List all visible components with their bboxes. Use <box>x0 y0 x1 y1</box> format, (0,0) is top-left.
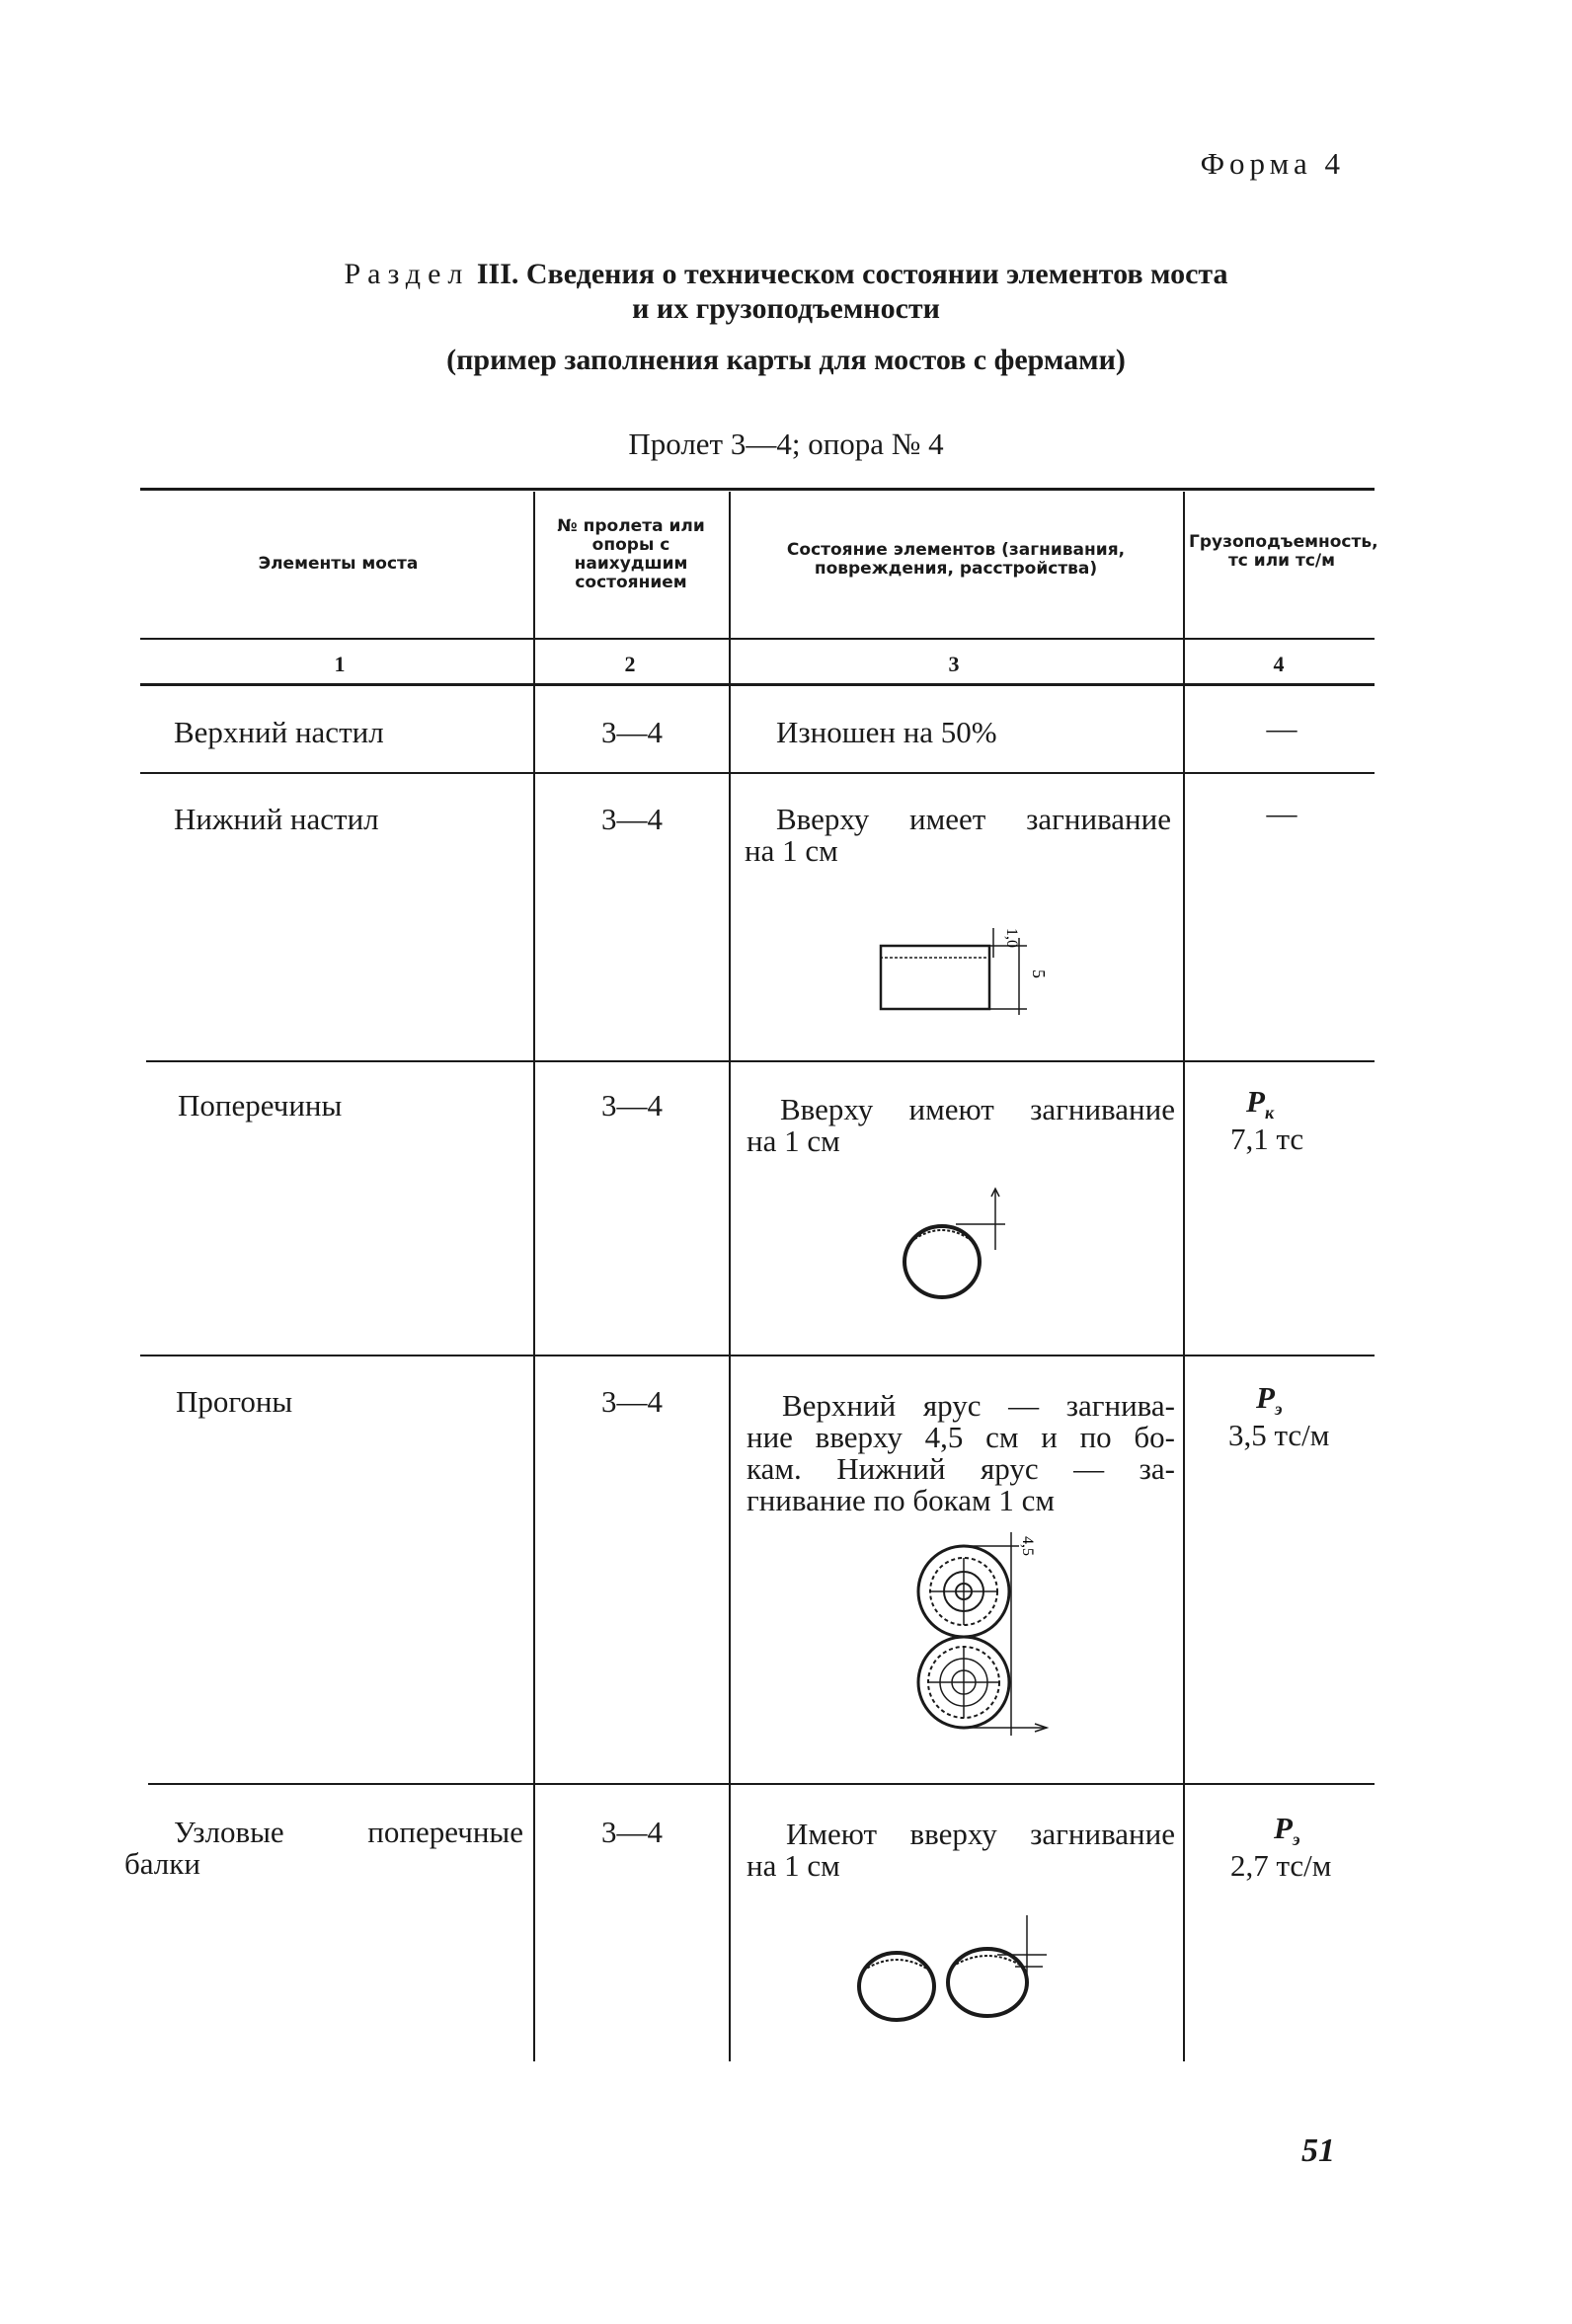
column-divider-2 <box>729 492 731 2061</box>
section-title-line1: III. Сведения о техническом состоянии элементов моста <box>476 258 1228 290</box>
row1-span: 3—4 <box>601 715 663 749</box>
row3-capacity-subscript: к <box>1264 1103 1275 1123</box>
form-label: Форма 4 <box>1200 146 1345 181</box>
header-capacity: Грузоподъемность, тс или тс/м <box>1189 532 1378 571</box>
row2-condition-line1: Вверху имеет загнивание <box>776 802 1171 836</box>
girders-sketch <box>908 1532 1057 1749</box>
section-title <box>0 259 1572 290</box>
row5-capacity-subscript: э <box>1292 1829 1300 1850</box>
row4-capacity-value: 3,5 тс/м <box>1228 1418 1330 1452</box>
row4-condition-line3: кам. Нижний ярус — за- <box>747 1451 1175 1486</box>
row5-capacity-value: 2,7 тс/м <box>1230 1848 1332 1883</box>
header-condition: Состояние элементов (загнивания, повреждения, расстройства) <box>786 540 1126 579</box>
row4-condition-line1: Верхний ярус — загнива- <box>782 1388 1175 1423</box>
row1-capacity: — <box>1266 711 1297 745</box>
row3-capacity-letter: P <box>1246 1084 1265 1119</box>
header-elements: Элементы моста <box>258 554 419 574</box>
header-bottom-rule <box>140 638 1375 640</box>
span-info: Пролет 3—4; опора № 4 <box>628 426 944 461</box>
row3-capacity-value: 7,1 тс <box>1230 1122 1304 1156</box>
subtitle: (пример заполнения карты для мостов с фермами) <box>446 344 1126 376</box>
row-divider-4 <box>148 1783 1375 1785</box>
deck-top-dimension: 1,0 <box>1003 928 1020 948</box>
row2-span: 3—4 <box>601 802 663 836</box>
row4-condition-line2: ние вверху 4,5 см и по бо- <box>747 1420 1175 1454</box>
deck-side-dimension: 5 <box>1029 969 1049 978</box>
column-number-4: 4 <box>1273 652 1285 676</box>
row3-span: 3—4 <box>601 1088 663 1123</box>
node-beams-sketch <box>849 1915 1066 2024</box>
row4-condition-line4: гнивание по бокам 1 см <box>747 1483 1056 1517</box>
girders-top-dimension: 4,5 <box>1019 1536 1036 1556</box>
row-divider-3 <box>140 1355 1375 1356</box>
row5-element-line1: Узловые поперечные <box>174 1815 523 1849</box>
row4-capacity-letter: P <box>1256 1380 1275 1415</box>
row1-element: Верхний настил <box>174 715 384 749</box>
row5-condition-line1: Имеют вверху загнивание <box>786 1817 1175 1851</box>
row4-span: 3—4 <box>601 1384 663 1419</box>
row2-element: Нижний настил <box>174 802 379 836</box>
row5-condition-line2: на 1 см <box>747 1848 840 1883</box>
column-number-2: 2 <box>624 652 636 676</box>
row5-span: 3—4 <box>601 1815 663 1849</box>
deck-decay-sketch <box>869 908 1047 1017</box>
column-divider-1 <box>533 492 535 2061</box>
cross-tie-sketch <box>897 1181 1025 1309</box>
row3-element: Поперечины <box>178 1088 343 1123</box>
row2-condition-line2: на 1 см <box>745 833 838 868</box>
row2-capacity: — <box>1266 796 1297 830</box>
section-title-line2: и их грузоподъемности <box>632 292 940 325</box>
row1-condition: Изношен на 50% <box>776 715 997 749</box>
row3-condition-line2: на 1 см <box>747 1123 840 1158</box>
row3-condition-line1: Вверху имеют загнивание <box>780 1092 1175 1126</box>
column-divider-3 <box>1183 492 1185 2061</box>
header-span: № пролета или опоры с наихудшим состоянием <box>557 516 705 592</box>
table-top-rule <box>140 488 1375 491</box>
section-word: Раздел <box>344 258 470 290</box>
page-number: 51 <box>1301 2132 1335 2169</box>
row5-capacity-letter: P <box>1274 1811 1293 1845</box>
column-number-1: 1 <box>334 652 346 676</box>
row4-capacity-subscript: э <box>1274 1399 1283 1420</box>
row-divider-2 <box>146 1060 1375 1062</box>
row5-element-line2: балки <box>124 1846 200 1881</box>
row-divider-1 <box>140 772 1375 774</box>
column-number-3: 3 <box>948 652 960 676</box>
row4-element: Прогоны <box>176 1384 293 1419</box>
column-numbers-rule <box>140 683 1375 686</box>
